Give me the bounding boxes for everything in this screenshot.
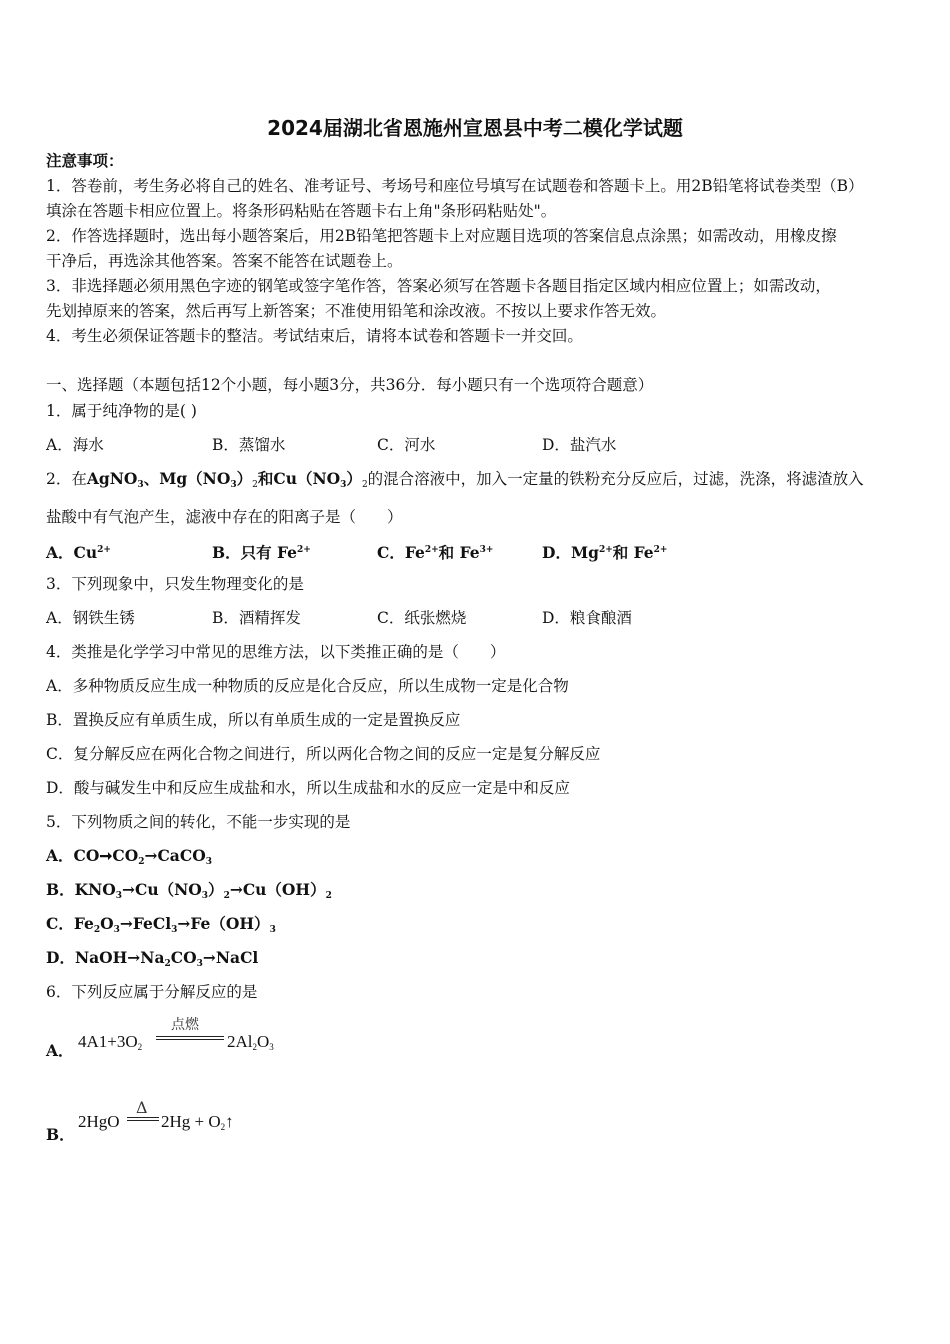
q5-option-a: A．$CO➞CO_2\to CaCO_3$ — [46, 846, 212, 867]
notice-line: 干净后，再选涂其他答案。答案不能答在试题卷上。 — [46, 252, 403, 270]
q2-option-b: B．只有 $Fe^{2+}$ — [212, 543, 311, 562]
equation-bar — [127, 1117, 159, 1118]
q5-option-c: C．$Fe_2O_3\to FeCl_3\to Fe(OH)_3$ — [46, 914, 276, 935]
notice-line: 填涂在答题卡相应位置上。将条形码粘贴在答题卡右上角"条形码粘贴处"。 — [46, 202, 557, 220]
question-4-stem: 4．类推是化学学习中常见的思维方法，以下类推正确的是（ ） — [46, 643, 506, 661]
q3-option-a: A．钢铁生锈 — [46, 609, 135, 627]
q4-option-d: D．酸与碱发生中和反应生成盐和水，所以生成盐和水的反应一定是中和反应 — [46, 779, 570, 797]
q3-option-d: D．粮食酿酒 — [542, 609, 632, 627]
q2-option-c: C．$Fe^{2+}$和 $Fe^{3+}$ — [377, 543, 494, 562]
notice-line: 2．作答选择题时，选出每小题答案后，用2B铅笔把答题卡上对应题目选项的答案信息点涂黑；如需改动，用橡皮擦 — [46, 227, 837, 245]
q5-option-d: D．$NaOH\to Na_2CO_3\to NaCl$ — [46, 948, 259, 969]
notice-heading: 注意事项： — [46, 151, 124, 170]
q6-option-a-label: A． — [46, 1041, 74, 1060]
question-1-stem: 1．属于纯净物的是( ) — [46, 402, 197, 420]
section-heading: 一、选择题（本题包括12个小题，每小题3分，共36分．每小题只有一个选项符合题意） — [46, 376, 654, 394]
q1-option-b: B．蒸馏水 — [212, 436, 286, 454]
equation-bar — [156, 1039, 224, 1040]
question-2-stem-line2: 盐酸中有气泡产生，滤液中存在的阳离子是（ ） — [46, 508, 403, 526]
question-5-stem: 5．下列物质之间的转化，不能一步实现的是 — [46, 813, 351, 831]
q6-option-b-label: B． — [46, 1125, 75, 1144]
notice-line: 先划掉原来的答案，然后再写上新答案；不准使用铅笔和涂改液。不按以上要求作答无效。 — [46, 302, 667, 320]
q3-option-c: C．纸张燃烧 — [377, 609, 467, 627]
q1-option-d: D．盐汽水 — [542, 436, 617, 454]
q6-option-a-right: $2Al_2O_3$ — [227, 1032, 274, 1052]
q2-option-d: D．$Mg^{2+}$和 $Fe^{2+}$ — [542, 543, 668, 562]
question-2-stem: 2．在AgNO$_3$、$Mg(NO_3)_2$和$Cu(NO_3)_2$的混合溶液中，加入一定量的铁粉充分反应后，过滤，洗涤，将滤渣放入 — [46, 469, 864, 490]
q2-option-a: A．$Cu^{2+}$ — [46, 543, 111, 562]
arrow-icon: ➞ — [99, 846, 113, 865]
q6-option-b-condition: Δ — [136, 1098, 148, 1117]
q6-option-b-right: $2Hg + O_2↑$ — [161, 1112, 234, 1132]
q4-option-a: A．多种物质反应生成一种物质的反应是化合反应，所以生成物一定是化合物 — [46, 677, 569, 695]
q6-option-a-left: $4A1+3O_2$ — [78, 1032, 143, 1052]
q1-option-a: A．海水 — [46, 436, 104, 454]
question-6-stem: 6．下列反应属于分解反应的是 — [46, 983, 258, 1001]
notice-line: 3．非选择题必须用黑色字迹的钢笔或签字笔作答，答案必须写在答题卡各题目指定区域内相应位置上；如需改动， — [46, 277, 831, 295]
notice-line: 4．考生必须保证答题卡的整洁。考试结束后，请将本试卷和答题卡一并交回。 — [46, 327, 583, 345]
notice-line: 1．答卷前，考生务必将自己的姓名、准考证号、考场号和座位号填写在试题卷和答题卡上。用2B铅笔将试卷类型（B） — [46, 177, 864, 195]
page-title: 2024届湖北省恩施州宣恩县中考二模化学试题 — [267, 116, 683, 140]
q6-option-b-left: 2HgO — [78, 1112, 120, 1131]
up-arrow-icon: ↑ — [225, 1112, 234, 1131]
equation-bar — [127, 1120, 159, 1121]
q5-option-b: B．$KNO_3\to Cu(NO_3)_2\to Cu(OH)_2$ — [46, 880, 332, 901]
q4-option-c: C．复分解反应在两化合物之间进行，所以两化合物之间的反应一定是复分解反应 — [46, 745, 601, 763]
equation-bar — [156, 1036, 224, 1037]
q1-option-c: C．河水 — [377, 436, 436, 454]
q4-option-b: B．置换反应有单质生成，所以有单质生成的一定是置换反应 — [46, 711, 461, 729]
question-3-stem: 3．下列现象中，只发生物理变化的是 — [46, 575, 304, 593]
q6-option-a-condition: 点燃 — [171, 1017, 199, 1033]
q3-option-b: B．酒精挥发 — [212, 609, 301, 627]
